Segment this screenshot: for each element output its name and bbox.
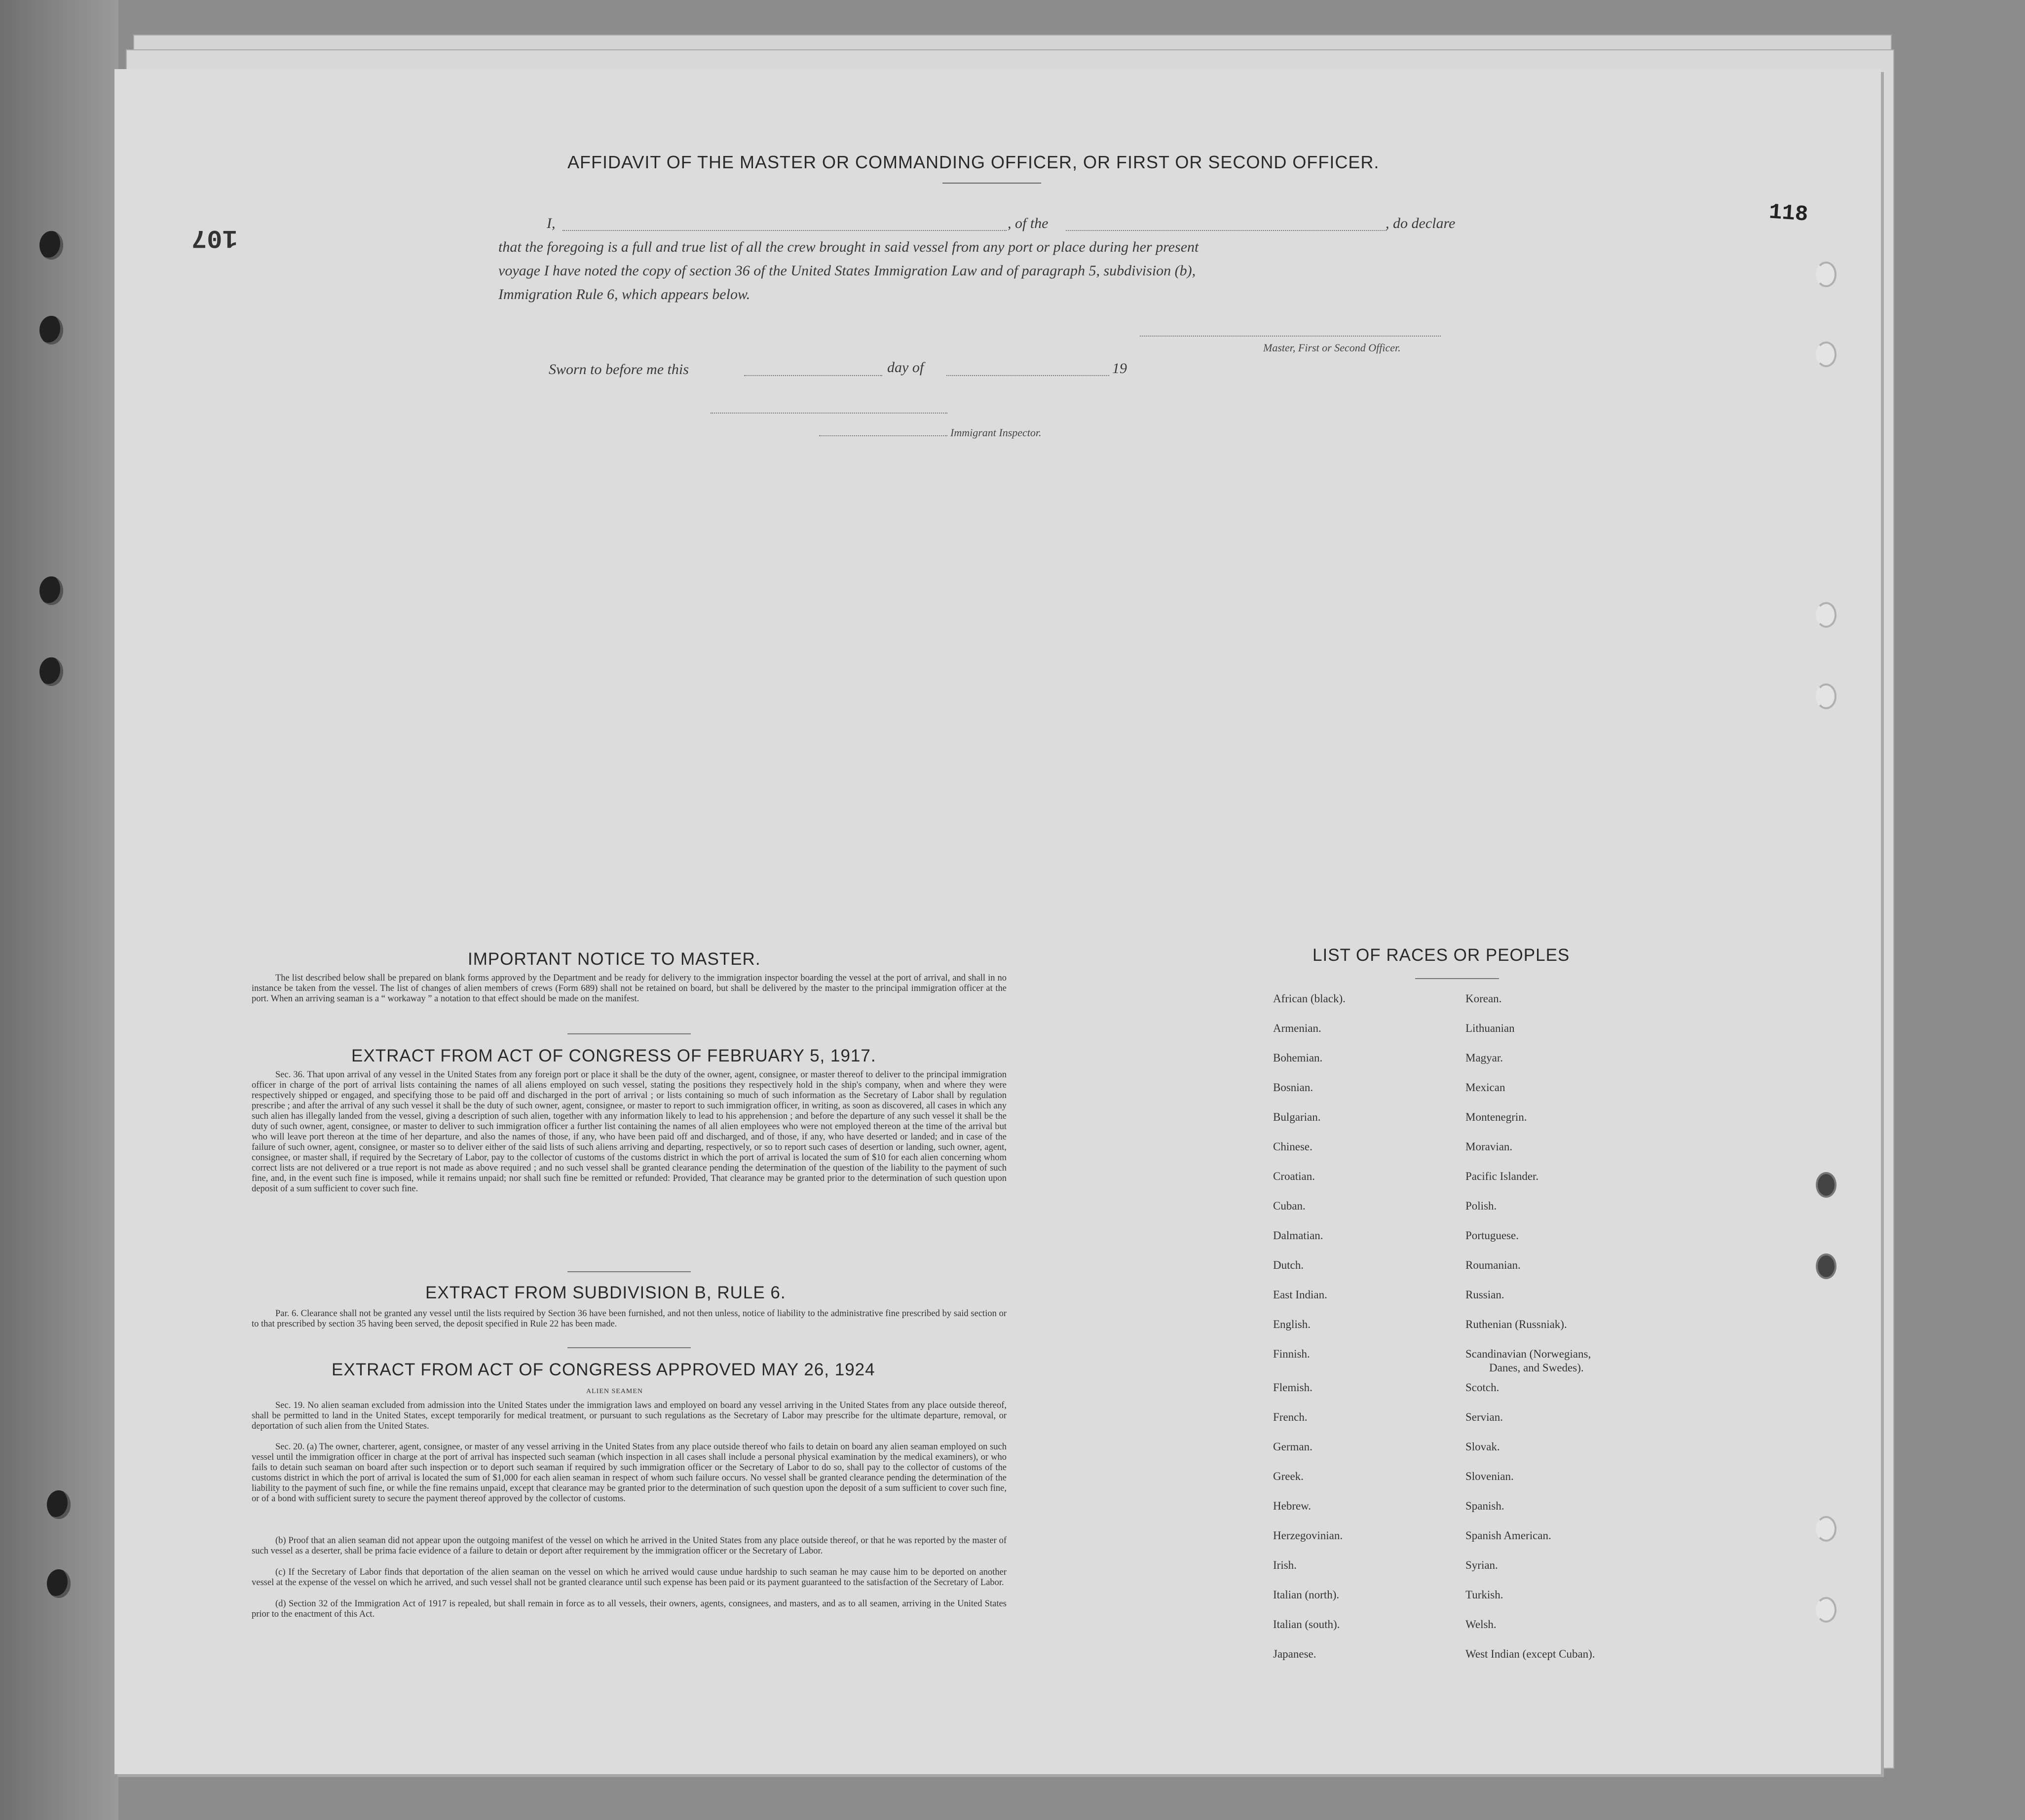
notice-heading: IMPORTANT NOTICE TO MASTER. (468, 949, 761, 969)
race-item: African (black). (1273, 992, 1346, 1005)
race-item: Portuguese. (1465, 1229, 1519, 1242)
extract-1917-heading: EXTRACT FROM ACT OF CONGRESS OF FEBRUARY 5, 1917. (351, 1046, 876, 1065)
ring-hole (1816, 683, 1837, 709)
master-signature-field[interactable] (1140, 336, 1441, 337)
inspector-signature-field[interactable] (819, 435, 947, 436)
race-item: Roumanian. (1465, 1259, 1521, 1271)
declaration-line-2: that the foregoing is a full and true list of all the crew brought in said vessel from any port or place during her present (498, 239, 1199, 255)
race-item: West Indian (except Cuban). (1465, 1648, 1595, 1660)
ring-hole (1816, 1597, 1837, 1623)
stamp-mark: 107 (191, 223, 238, 252)
binder-hole (39, 316, 63, 344)
extract-1924-paragraph: (b) Proof that an alien seaman did not appear upon the outgoing manifest of the vessel on which he arrived in the United States from any place outside thereof, or that he was reported by the master of such vessel as a deserter, shall be prima facie evidence of a failure to detain or deport after requirement by the immigration officer or the Secretary of Labor. (252, 1536, 1007, 1556)
race-item: Bulgarian. (1273, 1111, 1321, 1123)
race-item: Turkish. (1465, 1589, 1503, 1601)
race-item: Croatian. (1273, 1170, 1315, 1182)
vessel-field[interactable] (1066, 230, 1387, 231)
page-number: 118 (1768, 200, 1809, 228)
ring-hole (1816, 1253, 1837, 1279)
race-item: Japanese. (1273, 1648, 1316, 1660)
race-item: Syrian. (1465, 1559, 1498, 1571)
section-rule (567, 1033, 691, 1034)
race-item: Armenian. (1273, 1022, 1321, 1034)
race-item: Mexican (1465, 1081, 1505, 1094)
race-item: English. (1273, 1318, 1311, 1330)
race-item: German. (1273, 1441, 1312, 1453)
race-item: Pacific Islander. (1465, 1170, 1539, 1182)
races-column-2 (1465, 992, 1595, 1677)
extract-1924-subheading: ALIEN SEAMEN (586, 1388, 643, 1395)
race-item: Magyar. (1465, 1052, 1503, 1064)
extract-rule6-text: Par. 6. Clearance shall not be granted any vessel until the lists required by Section 36 have been furnished, and not then unless, notice of liability to the administrative fine prescribed by said section or to that prescribed by section 35 having been served, the deposit specified in Rule 22 has been made. (252, 1309, 1007, 1329)
race-item: Ruthenian (Russniak). (1465, 1318, 1567, 1330)
race-item: Irish. (1273, 1559, 1297, 1571)
title-rule (942, 183, 1041, 184)
race-item: Italian (north). (1273, 1589, 1340, 1601)
declaration-line-4: Immigration Rule 6, which appears below. (498, 286, 750, 303)
section-rule (567, 1271, 691, 1272)
extract-1924-paragraph: Sec. 19. No alien seaman excluded from admission into the United States under the immigration laws and employed on board any vessel arriving in the United States from any place outside thereof, shall be permitted to land in the United States, except temporarily for medical treatment, or pursuant to such regulations as the Secretary of Labor may prescribe for the ultimate departure, removal, or deportation of such alien from the United States. (252, 1401, 1007, 1431)
race-item: Spanish American. (1465, 1529, 1551, 1542)
race-item: Hebrew. (1273, 1500, 1312, 1512)
notice-text: The list described below shall be prepared on blank forms approved by the Department and be ready for delivery to the immigration inspector boarding the vessel at the port of arrival, and shall in no instance be taken from the vessel. The list of changes of alien members of crews (Form 689) shall not be retained on board, but shall be delivered by the master to the principal immigration officer at the port. When an arriving seaman is a “ workaway ” a notation to that effect should be made on the manifest. (252, 973, 1007, 1004)
race-item: Cuban. (1273, 1200, 1306, 1212)
binder-hole (39, 231, 63, 260)
race-item: Dutch. (1273, 1259, 1304, 1271)
races-heading: LIST OF RACES OR PEOPLES (1312, 946, 1570, 965)
races-column-1 (1273, 992, 1346, 1677)
race-item: Scotch. (1465, 1381, 1500, 1394)
binder-edge (0, 0, 118, 1820)
race-item: Russian. (1465, 1289, 1504, 1301)
race-item: Slovak. (1465, 1441, 1500, 1453)
inspector-signature-field[interactable] (711, 413, 947, 414)
race-item: Dalmatian. (1273, 1229, 1323, 1242)
race-item: Finnish. (1273, 1348, 1310, 1360)
declaration-line-1-end: , do declare (1386, 215, 1456, 231)
name-field[interactable] (562, 230, 1007, 231)
race-item: East Indian. (1273, 1289, 1327, 1301)
year-prefix: 19 (1112, 360, 1127, 377)
race-item: Bosnian. (1273, 1081, 1313, 1094)
declaration-line-3: voyage I have noted the copy of section 36 of the United States Immigration Law and of paragraph 5, subdivision (b), (498, 263, 1196, 279)
inspector-caption: Immigrant Inspector. (950, 426, 1042, 439)
sworn-month-field[interactable] (946, 375, 1109, 376)
binder-hole (47, 1569, 71, 1598)
race-item: Montenegrin. (1465, 1111, 1527, 1123)
affidavit-title: AFFIDAVIT OF THE MASTER OR COMMANDING OFFICER, OR FIRST OR SECOND OFFICER. (567, 152, 1380, 172)
race-item-continuation: Danes, and Swedes). (1489, 1362, 1584, 1374)
binder-hole (39, 576, 63, 605)
extract-1924-paragraph: (d) Section 32 of the Immigration Act of 1917 is repealed, but shall remain in force as to all vessels, their owners, agents, consignees, and masters, and as to all seamen, arriving in the United States prior to the enactment of this Act. (252, 1599, 1007, 1619)
extract-1924-paragraph: Sec. 20. (a) The owner, charterer, agent, consignee, or master of any vessel arriving in the United States from any place outside thereof who fails to detain on board any alien seaman employed on such vessel until the immigration officer in charge at the port of arrival has inspected such seaman (which inspection in all cases shall include a personal physical examination by the medical examiners), or who fails to detain such seaman on board after such inspection or to deport such seaman if required by such immigration officer or the Secretary of Labor to do so, shall pay to the collector of customs of the customs district in which the port of arrival is located the sum of $1,000 for each alien seaman in respect of whom such failure occurs. No vessel shall be granted clearance pending the determination of the liability to the payment of such fine, or while the fine remains unpaid, except that clearance may be granted prior to the determination of such question upon the deposit of a sum sufficient to cover such fine, or of a bond with sufficient surety to secure the payment thereof approved by the collector of customs. (252, 1442, 1007, 1504)
ring-hole (1816, 341, 1837, 367)
ring-hole (1816, 1516, 1837, 1542)
section-rule (1415, 978, 1499, 979)
race-item: Bohemian. (1273, 1052, 1323, 1064)
race-item: Slovenian. (1465, 1470, 1514, 1482)
race-item: Korean. (1465, 992, 1502, 1005)
binder-hole (39, 657, 63, 686)
declaration-line-1-of-the: , of the (1008, 215, 1049, 231)
race-item: Spanish. (1465, 1500, 1504, 1512)
ring-hole (1816, 1172, 1837, 1198)
race-item: Servian. (1465, 1411, 1503, 1423)
race-item: Herzegovinian. (1273, 1529, 1343, 1542)
race-item: Scandinavian (Norwegians, (1465, 1348, 1591, 1360)
declaration-line-1-start: I, (547, 215, 556, 231)
race-item: Chinese. (1273, 1140, 1312, 1153)
extract-1924-paragraph: (c) If the Secretary of Labor finds that deportation of the alien seaman on the vessel on which he arrived would cause undue hardship to such seaman he may cause him to be deported on another vessel at the expense of the vessel on which he arrived, and such vessel shall not be granted clearance until such expense has been paid or its payment guaranteed to the satisfaction of the Secretary of Labor. (252, 1567, 1007, 1588)
race-item: Italian (south). (1273, 1618, 1340, 1630)
binder-hole (47, 1490, 71, 1519)
race-item: Polish. (1465, 1200, 1497, 1212)
race-item: Flemish. (1273, 1381, 1312, 1394)
sworn-day-field[interactable] (744, 375, 882, 376)
extract-rule6-heading: EXTRACT FROM SUBDIVISION B, RULE 6. (425, 1283, 786, 1302)
race-item: Welsh. (1465, 1618, 1497, 1630)
race-item: Lithuanian (1465, 1022, 1515, 1034)
manifest-page (114, 69, 1881, 1774)
race-item: French. (1273, 1411, 1308, 1423)
section-rule (567, 1347, 691, 1348)
race-item: Greek. (1273, 1470, 1304, 1482)
master-signature-caption: Master, First or Second Officer. (1263, 341, 1401, 354)
ring-hole (1816, 602, 1837, 628)
ring-hole (1816, 262, 1837, 287)
race-item: Moravian. (1465, 1140, 1513, 1153)
race-item-multiline (1465, 1347, 1595, 1375)
extract-1924-heading: EXTRACT FROM ACT OF CONGRESS APPROVED MAY 26, 1924 (332, 1360, 875, 1379)
extract-1917-text: Sec. 36. That upon arrival of any vessel in the United States from any foreign port or place it shall be the duty of the owner, agent, consignee, or master thereof to deliver to the principal immigration officer in charge of the port of arrival lists containing the names of all aliens employed on such vessel, stating the positions they respectively hold in the ship's company, when and where they were respectively shipped or engaged, and specifying those to be paid off and discharged in the port of arrival ; or lists containing so much of such information as the Secretary of Labor shall by regulation prescribe ; and after the arrival of any such vessel it shall be the duty of such owner, agent, consignee, or master to report to such immigration officer, in writing, as soon as discovered, all cases in which any such alien has illegally landed from the vessel, giving a description of such alien, together with any information likely to lead to his apprehension ; and before the departure of any such vessel it shall be the duty of such owner, agent, consignee, or master to deliver to such immigration officer a further list containing the names of all alien employees who were not employed thereon at the time of the arrival but who will leave port thereon at the time of her departure, and also the names of those, if any, who have been paid off and discharged, and of those, if any, who have deserted or landed; and in case of the failure of such owner, agent, consignee, or master so to deliver either of the said lists of such aliens arriving and departing, respectively, or so to report such cases of desertion or landing, such owner, agent, consignee, or master shall, if required by the Secretary of Labor, pay to the collector of customs of the customs district in which the port of arrival is located the sum of $10 for each alien concerning whom correct lists are not delivered or a true report is not made as above required ; and no such vessel shall be granted clearance pending the determination of the question of the liability to the payment of such fine, and, in the event such fine is imposed, while it remains unpaid; nor shall such fine be remitted or refunded: Provided, That clearance may be granted prior to the determination of such question upon deposit of a sum sufficient to cover such fine. (252, 1070, 1007, 1194)
day-of-text: day of (887, 359, 924, 376)
sworn-text: Sworn to before me this (549, 361, 689, 378)
